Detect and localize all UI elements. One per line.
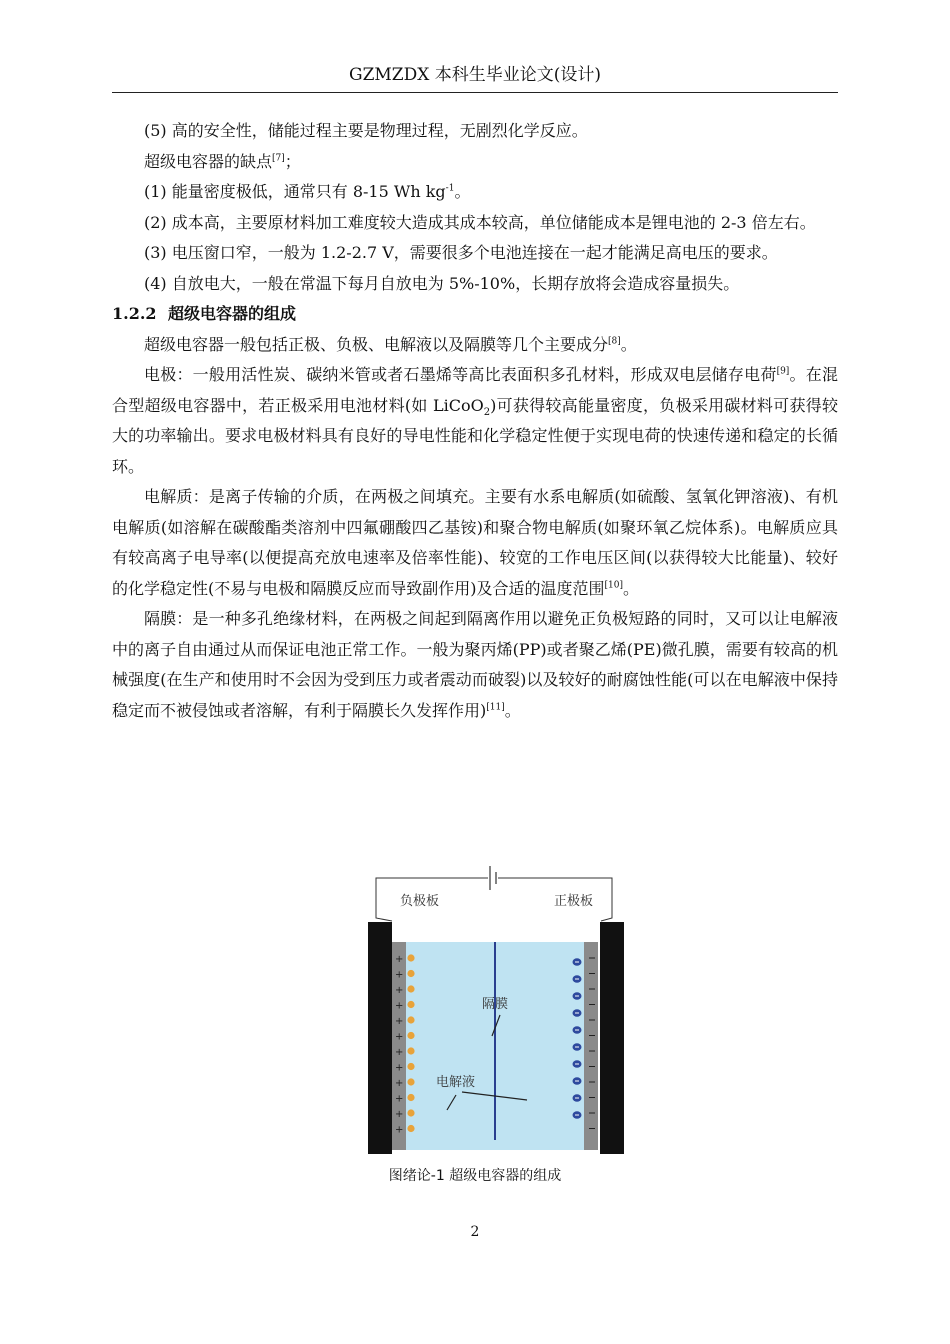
label-positive-plate: 正极板	[554, 894, 594, 909]
collector-plus-sign: +	[395, 1016, 404, 1027]
citation: [11]	[486, 702, 505, 713]
superscript: -1	[445, 183, 455, 194]
section-number: 1.2.2	[112, 304, 157, 323]
cation-marker	[407, 1032, 414, 1039]
paragraph: 超级电容器一般包括正极、负极、电解液以及隔膜等几个主要成分[8]。	[144, 334, 637, 354]
positive-plate	[600, 922, 624, 1154]
collector-plus-sign: +	[395, 1047, 404, 1058]
running-header	[112, 62, 838, 93]
label-separator: 隔膜	[482, 997, 509, 1012]
subscript: 2	[483, 406, 491, 418]
label-negative-plate: 负极板	[400, 894, 440, 909]
paragraph: (1) 能量密度极低，通常只有 8-15 Wh $kg^{-1}$。	[144, 182, 471, 201]
cation-marker	[407, 1109, 414, 1116]
cation-marker	[407, 970, 414, 977]
paragraph: 隔膜：是一种多孔绝缘材料，在两极之间起到隔离作用以避免正负极短路的同时，又可以让电解液中的离子自由通过从而保证电池正常工作。一般为聚丙烯(PP)或者聚乙烯(PE)微孔膜，需要有较高的机械强度(在生产和使用时不会因为受到压力或者震动而破裂)以及较好的耐腐蚀性能(可以在电解液中保持稳定而不被侵蚀或者溶解，有利于隔膜长久发挥作用)[11]。	[112, 609, 838, 720]
collector-plus-sign: +	[395, 969, 404, 981]
supercapacitor-diagram	[364, 858, 634, 1158]
body-text	[112, 116, 838, 726]
cation-marker	[407, 1001, 414, 1008]
label-electrolyte: 电解液	[436, 1075, 476, 1090]
collector-plus-sign: +	[395, 1078, 404, 1089]
paragraph: (4) 自放电大，一般在常温下每月自放电为 5%-10%，长期存放将会造成容量损失。	[144, 273, 740, 293]
cation-marker	[407, 1125, 414, 1132]
collector-plus-sign: +	[395, 954, 404, 965]
citation: [10]	[604, 580, 623, 591]
citation: [9]	[776, 366, 790, 377]
paragraph: (5) 高的安全性，储能过程主要是物理过程，无剧烈化学反应。	[144, 121, 588, 140]
citation: [8]	[608, 336, 621, 347]
citation: [7]	[272, 153, 285, 164]
cation-marker	[407, 1016, 414, 1023]
collector-plus-sign: +	[395, 1031, 404, 1043]
collector-plus-sign: +	[395, 1093, 404, 1105]
section-title: 超级电容器的组成	[168, 304, 297, 323]
paragraph: (3) 电压窗口窄，一般为 1.2-2.7 V，需要很多个电池连接在一起才能满足高电压的要求。	[144, 243, 778, 262]
paragraph: (2) 成本高，主要原材料加工难度较大造成其成本较高，单位储能成本是锂电池的 2-3 倍左右。	[144, 212, 816, 232]
collector-plus-sign: +	[395, 1109, 404, 1120]
figure-caption: 图绪论-1 超级电容器的组成	[388, 1168, 562, 1184]
negative-plate	[368, 922, 392, 1154]
section-heading	[112, 299, 838, 330]
supercapacitor-figure	[364, 858, 634, 1158]
collector-plus-sign: +	[395, 1124, 404, 1136]
collector-plus-sign: +	[395, 1062, 404, 1074]
collector-plus-sign: +	[395, 985, 404, 996]
cation-marker	[407, 1047, 414, 1054]
paragraph: 电解质：是离子传输的介质，在两极之间填充。主要有水系电解质(如硫酸、氢氧化钾溶液)、有机电解质(如溶解在碳酸酯类溶剂中四氟硼酸四乙基铵)和聚合物电解质(如聚环氧乙烷体系)。电解质应具有较高离子电导率(以便提高充放电速率及倍率性能)、较宽的工作电压区间(以获得较大比能量)、较好的化学稳定性(不易与电极和隔膜反应而导致副作用)及合适的温度范围[10]。	[112, 487, 838, 598]
cation-marker	[407, 1063, 414, 1070]
cation-marker	[407, 1094, 414, 1101]
cation-marker	[407, 954, 414, 961]
paragraph: 电极：一般用活性炭、碳纳米管或者石墨烯等高比表面积多孔材料，形成双电层储存电荷[9]。在混合型超级电容器中，若正极采用电池材料(如 LiCoO$_2$)可获得较高能量密度，负极采用碳材料可获得较大的功率输出。要求电极材料具有良好的导电性能和化学稳定性便于实现电荷的快速传递和稳定的长循环。	[112, 365, 838, 476]
page-number: 2	[470, 1224, 480, 1240]
cation-marker	[407, 985, 414, 992]
collector-plus-sign: +	[395, 1000, 404, 1012]
cation-marker	[407, 1078, 414, 1085]
paragraph: 超级电容器的缺点[7]；	[144, 151, 301, 171]
running-header-title: GZMZDX 本科生毕业论文(设计)	[348, 65, 601, 85]
